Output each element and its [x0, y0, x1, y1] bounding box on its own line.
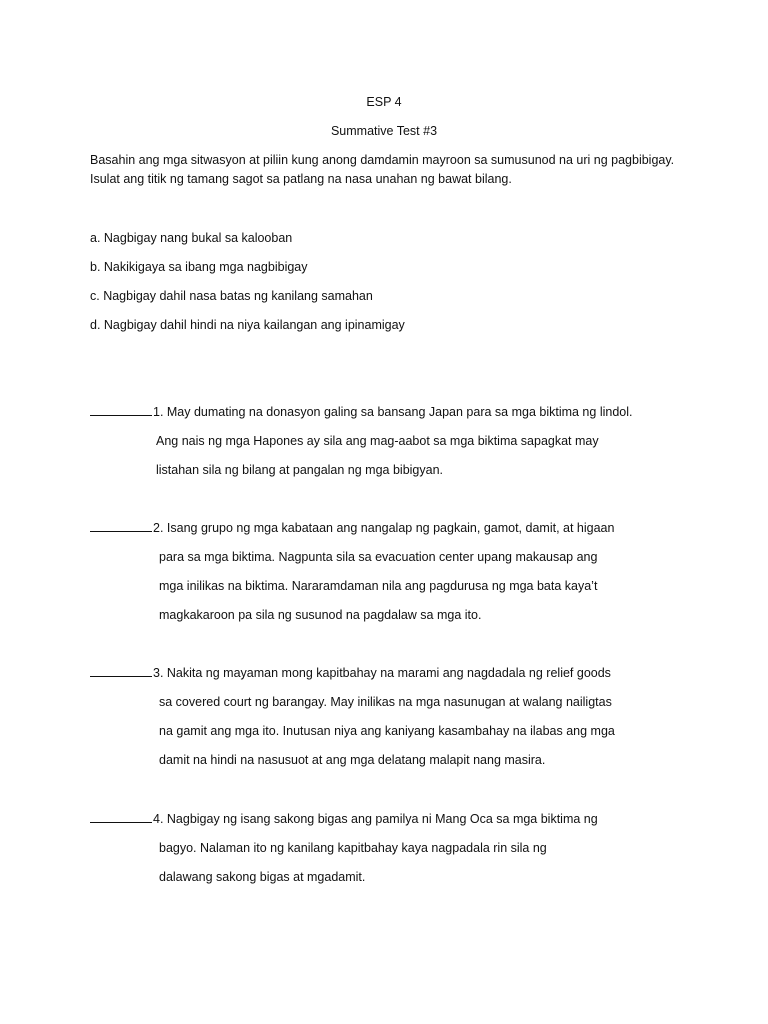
choice-a: a. Nagbigay nang bukal sa kalooban [90, 231, 293, 245]
test-title: Summative Test #3 [330, 124, 438, 138]
question-3-line-4: damit na hindi na nasusuot at ang mga delatang malapit nang masira. [159, 753, 546, 767]
question-1-text: 1. May dumating na donasyon galing sa bansang Japan para sa mga biktima ng lindol. [153, 405, 633, 419]
question-4-first-line [90, 811, 598, 827]
choice-b: b. Nakikigaya sa ibang mga nagbibigay [90, 260, 308, 274]
subject-title: ESP 4 [366, 95, 402, 109]
question-2-text: 2. Isang grupo ng mga kabataan ang nangalap ng pagkain, gamot, damit, at higaan [153, 521, 615, 535]
question-2-line-2: para sa mga biktima. Nagpunta sila sa evacuation center upang makausap ang [159, 550, 598, 564]
instructions-line-1: Basahin ang mga sitwasyon at piliin kung anong damdamin mayroon sa sumusunod na uri ng pagbibigay. [90, 153, 675, 167]
question-3-text: 3. Nakita ng mayaman mong kapitbahay na marami ang nagdadala ng relief goods [153, 666, 611, 680]
question-1-first-line [90, 404, 632, 420]
choice-c: c. Nagbigay dahil nasa batas ng kanilang samahan [90, 289, 373, 303]
question-3-first-line [90, 665, 611, 681]
question-4-line-2: bagyo. Nalaman ito ng kanilang kapitbahay kaya nagpadala rin sila ng [159, 841, 547, 855]
answer-blank-4[interactable] [90, 811, 152, 823]
choice-d: d. Nagbigay dahil hindi na niya kailangan ang ipinamigay [90, 318, 405, 332]
instructions-line-2: Isulat ang titik ng tamang sagot sa patlang na nasa unahan ng bawat bilang. [90, 172, 512, 186]
question-3-line-3: na gamit ang mga ito. Inutusan niya ang kaniyang kasambahay na ilabas ang mga [159, 724, 615, 738]
answer-blank-3[interactable] [90, 665, 152, 677]
question-2-line-4: magkakaroon pa sila ng susunod na pagdalaw sa mga ito. [159, 608, 482, 622]
question-2-first-line [90, 520, 614, 536]
question-3-line-2: sa covered court ng barangay. May inilikas na mga nasunugan at walang nailigtas [159, 695, 612, 709]
question-1-line-3: listahan sila ng bilang at pangalan ng mga bibigyan. [156, 463, 444, 477]
question-4-line-3: dalawang sakong bigas at mgadamit. [159, 870, 366, 884]
question-1-line-2: Ang nais ng mga Hapones ay sila ang mag-aabot sa mga biktima sapagkat may [156, 434, 599, 448]
question-4-text: 4. Nagbigay ng isang sakong bigas ang pamilya ni Mang Oca sa mga biktima ng [153, 812, 598, 826]
answer-blank-2[interactable] [90, 520, 152, 532]
answer-blank-1[interactable] [90, 404, 152, 416]
question-2-line-3: mga inilikas na biktima. Nararamdaman nila ang pagdurusa ng mga bata kaya’t [159, 579, 598, 593]
